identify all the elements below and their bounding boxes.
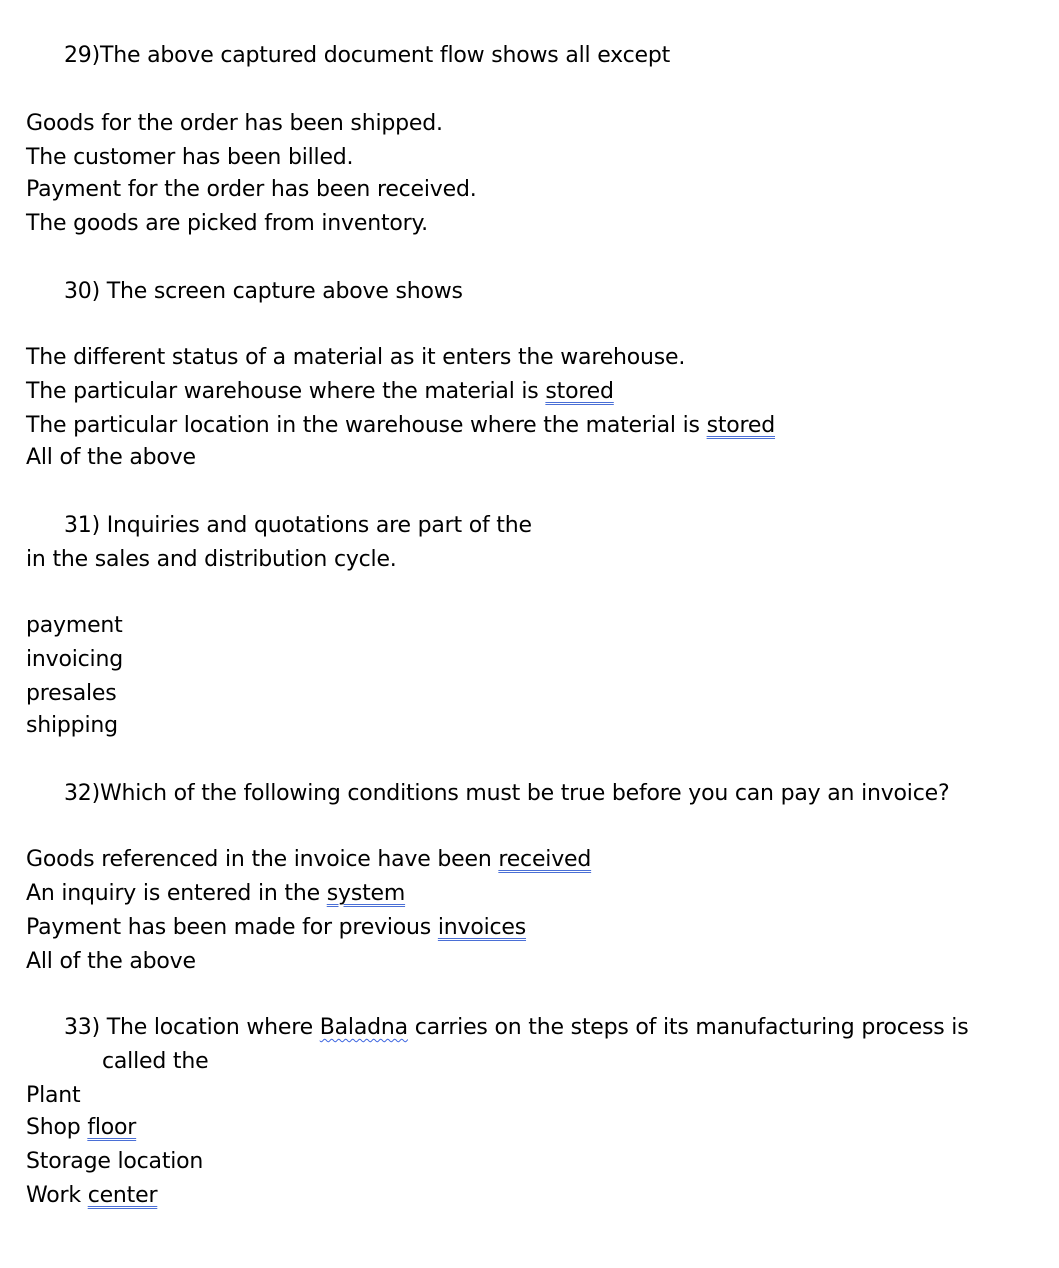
grammar-flagged-word[interactable]: invoices bbox=[437, 915, 527, 940]
q29-option-b: The customer has been billed. bbox=[26, 145, 354, 170]
q32-option-c-text: Payment has been made for previous bbox=[26, 915, 438, 940]
q30-option-b bbox=[26, 379, 614, 405]
q29-option-d: The goods are picked from inventory. bbox=[26, 211, 428, 236]
question-31: 31) Inquiries and quotations are part of the bbox=[64, 513, 532, 538]
q32-option-a bbox=[26, 847, 591, 873]
q33-option-d bbox=[26, 1183, 157, 1209]
spelling-flagged-word[interactable]: Baladna bbox=[319, 1015, 408, 1040]
q30-option-d: All of the above bbox=[26, 445, 196, 470]
q33-option-a: Plant bbox=[26, 1083, 81, 1108]
q32-option-b bbox=[26, 881, 405, 907]
question-33 bbox=[64, 1015, 968, 1041]
q33-option-b-text: Shop bbox=[26, 1115, 88, 1140]
grammar-flagged-word[interactable]: received bbox=[498, 847, 592, 872]
q31-option-c: presales bbox=[26, 681, 117, 706]
q32-option-b-text: An inquiry is entered in the bbox=[26, 881, 327, 906]
q33-option-b bbox=[26, 1115, 136, 1141]
question-32: 32)Which of the following conditions must be true before you can pay an invoice? bbox=[64, 781, 950, 806]
q32-option-c bbox=[26, 915, 526, 941]
q33-option-d-text: Work bbox=[26, 1183, 88, 1208]
q30-option-c bbox=[26, 413, 775, 439]
question-33-continuation: called the bbox=[102, 1049, 209, 1074]
q31-option-d: shipping bbox=[26, 713, 118, 738]
question-33-text-before: 33) The location where bbox=[64, 1015, 320, 1040]
q33-option-c: Storage location bbox=[26, 1149, 204, 1174]
question-31-continuation: in the sales and distribution cycle. bbox=[26, 547, 397, 572]
grammar-flagged-word[interactable]: stored bbox=[706, 413, 776, 438]
grammar-flagged-word[interactable]: system bbox=[326, 881, 406, 906]
q29-option-a: Goods for the order has been shipped. bbox=[26, 111, 443, 136]
q29-option-c: Payment for the order has been received. bbox=[26, 177, 477, 202]
q31-option-a: payment bbox=[26, 613, 123, 638]
q31-option-b: invoicing bbox=[26, 647, 123, 672]
q32-option-a-text: Goods referenced in the invoice have been bbox=[26, 847, 499, 872]
q30-option-b-text: The particular warehouse where the material is bbox=[26, 379, 546, 404]
q30-option-c-text: The particular location in the warehouse where the material is bbox=[26, 413, 707, 438]
grammar-flagged-word[interactable]: center bbox=[87, 1183, 158, 1208]
question-29: 29)The above captured document flow shows all except bbox=[64, 43, 671, 68]
question-33-text-after: carries on the steps of its manufacturing process is bbox=[407, 1015, 969, 1040]
question-30: 30) The screen capture above shows bbox=[64, 279, 463, 304]
q32-option-d: All of the above bbox=[26, 949, 196, 974]
q30-option-a: The different status of a material as it enters the warehouse. bbox=[26, 345, 686, 370]
grammar-flagged-word[interactable]: floor bbox=[87, 1115, 137, 1140]
grammar-flagged-word[interactable]: stored bbox=[545, 379, 614, 404]
